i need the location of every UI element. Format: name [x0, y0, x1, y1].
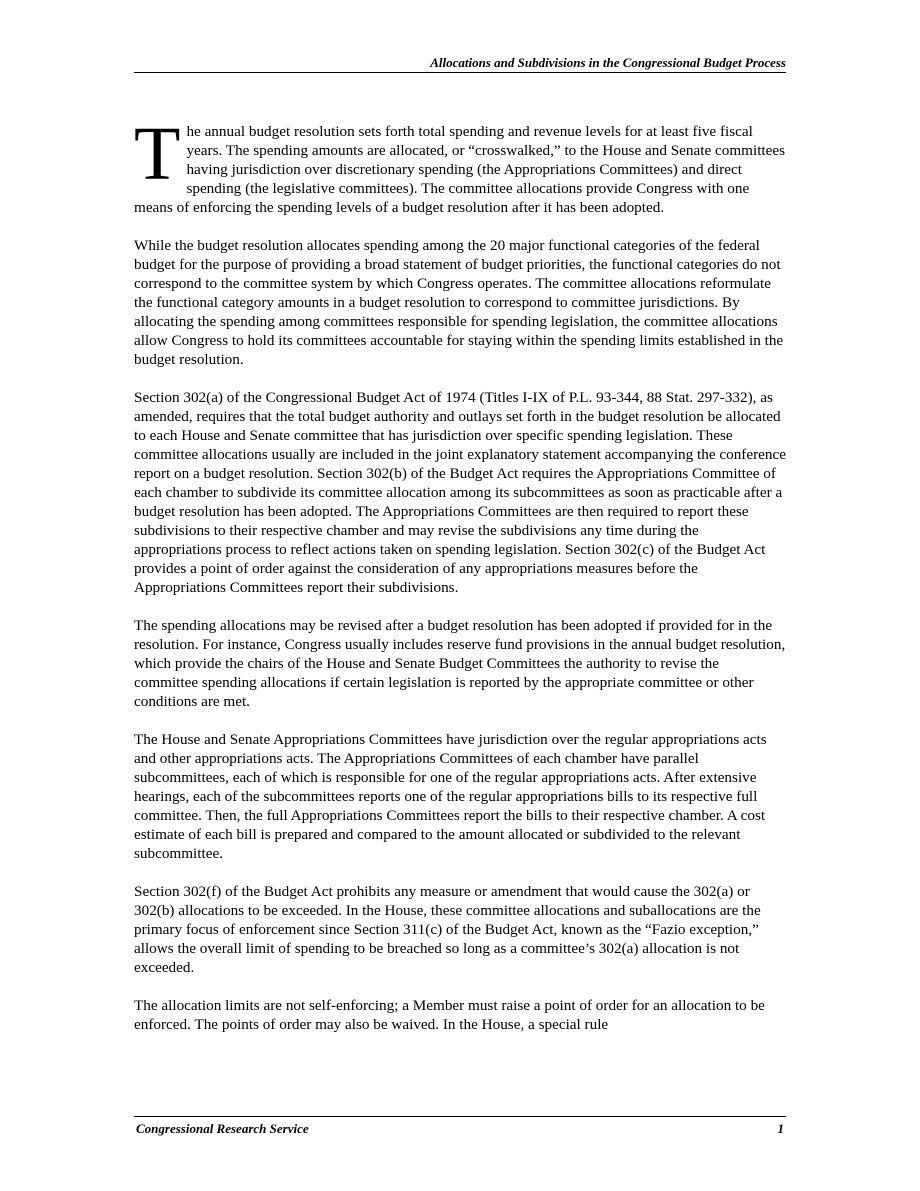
drop-cap: T [134, 112, 181, 196]
paragraph-2: While the budget resolution allocates spending among the 20 major functional categories of the federal budget for the purpose of providing a broad statement of budget priorities, the functional categories do not correspond to the committee system by which Congress operates. The committee allocations reformulate the functional category amounts in a budget resolution to correspond to committee jurisdictions. By allocating the spending among committees responsible for spending legislation, the committee allocations allow Congress to hold its committees accountable for staying within the spending limits established in the budget resolution. [134, 237, 784, 368]
paragraph-7: The allocation limits are not self-enforcing; a Member must raise a point of order for an allocation to be enforced. The points of order may also be waived. In the House, a special rule [134, 997, 765, 1033]
paragraph-3: Section 302(a) of the Congressional Budget Act of 1974 (Titles I-IX of P.L. 93-344, 88 Stat. 297-332), as amended, requires that the total budget authority and outlays set forth in the budget resolution be allocated to each House and Senate committee that has jurisdiction over specific spending legislation. These committee allocations usually are included in the joint explanatory statement accompanying the conference report on a budget resolution. Section 302(b) of the Budget Act requires the Appropriations Committee of each chamber to subdivide its committee allocation among its subcommittees as soon as practicable after a budget resolution has been adopted. The Appropriations Committees are then required to report these subdivisions to their respective chamber and may revise the subdivisions any time during the appropriations process to reflect actions taken on spending legislation. Section 302(c) of the Budget Act provides a point of order against the consideration of any appropriations measures before the Appropriations Committees report their subdivisions. [134, 389, 786, 596]
paragraph-6: Section 302(f) of the Budget Act prohibits any measure or amendment that would cause the 302(a) or 302(b) allocations to be exceeded. In the House, these committee allocations and suballocations are the primary focus of enforcement since Section 311(c) of the Budget Act, known as the “Fazio exception,” allows the overall limit of spending to be breached so long as a committee’s 302(a) allocation is not exceeded. [134, 883, 761, 976]
footer-source: Congressional Research Service [136, 1121, 309, 1136]
running-header-title: Allocations and Subdivisions in the Congressional Budget Process [430, 55, 786, 70]
document-body [134, 112, 786, 1053]
footer-rule [134, 1116, 786, 1117]
page-number: 1 [777, 1121, 784, 1136]
paragraph-1-text: he annual budget resolution sets forth total spending and revenue levels for at least five fiscal years. The spending amounts are allocated, or “crosswalked,” to the House and Senate committees having jurisdiction over discretionary spending (the Appropriations Committees) and direct spending (the legislative committees). The committee allocations provide Congress with one means of enforcing the spending levels of a budget resolution after it has been adopted. [134, 123, 786, 216]
paragraph-4: The spending allocations may be revised after a budget resolution has been adopted if provided for in the resolution. For instance, Congress usually includes reserve fund provisions in the annual budget resolution, which provide the chairs of the House and Senate Budget Committees the authority to revise the committee spending allocations if certain legislation is reported by the appropriate committee or other conditions are met. [134, 617, 786, 710]
paragraph-5: The House and Senate Appropriations Committees have jurisdiction over the regular appropriations acts and other appropriations acts. The Appropriations Committees of each chamber have parallel subcommittees, each of which is responsible for one of the regular appropriations acts. After extensive hearings, each of the subcommittees reports one of the regular appropriations bills to its respective full committee. Then, the full Appropriations Committees report the bills to their respective chamber. A cost estimate of each bill is prepared and compared to the amount allocated or subdivided to the relevant subcommittee. [134, 731, 767, 862]
paragraph-1 [134, 112, 786, 217]
header-rule [134, 72, 786, 73]
